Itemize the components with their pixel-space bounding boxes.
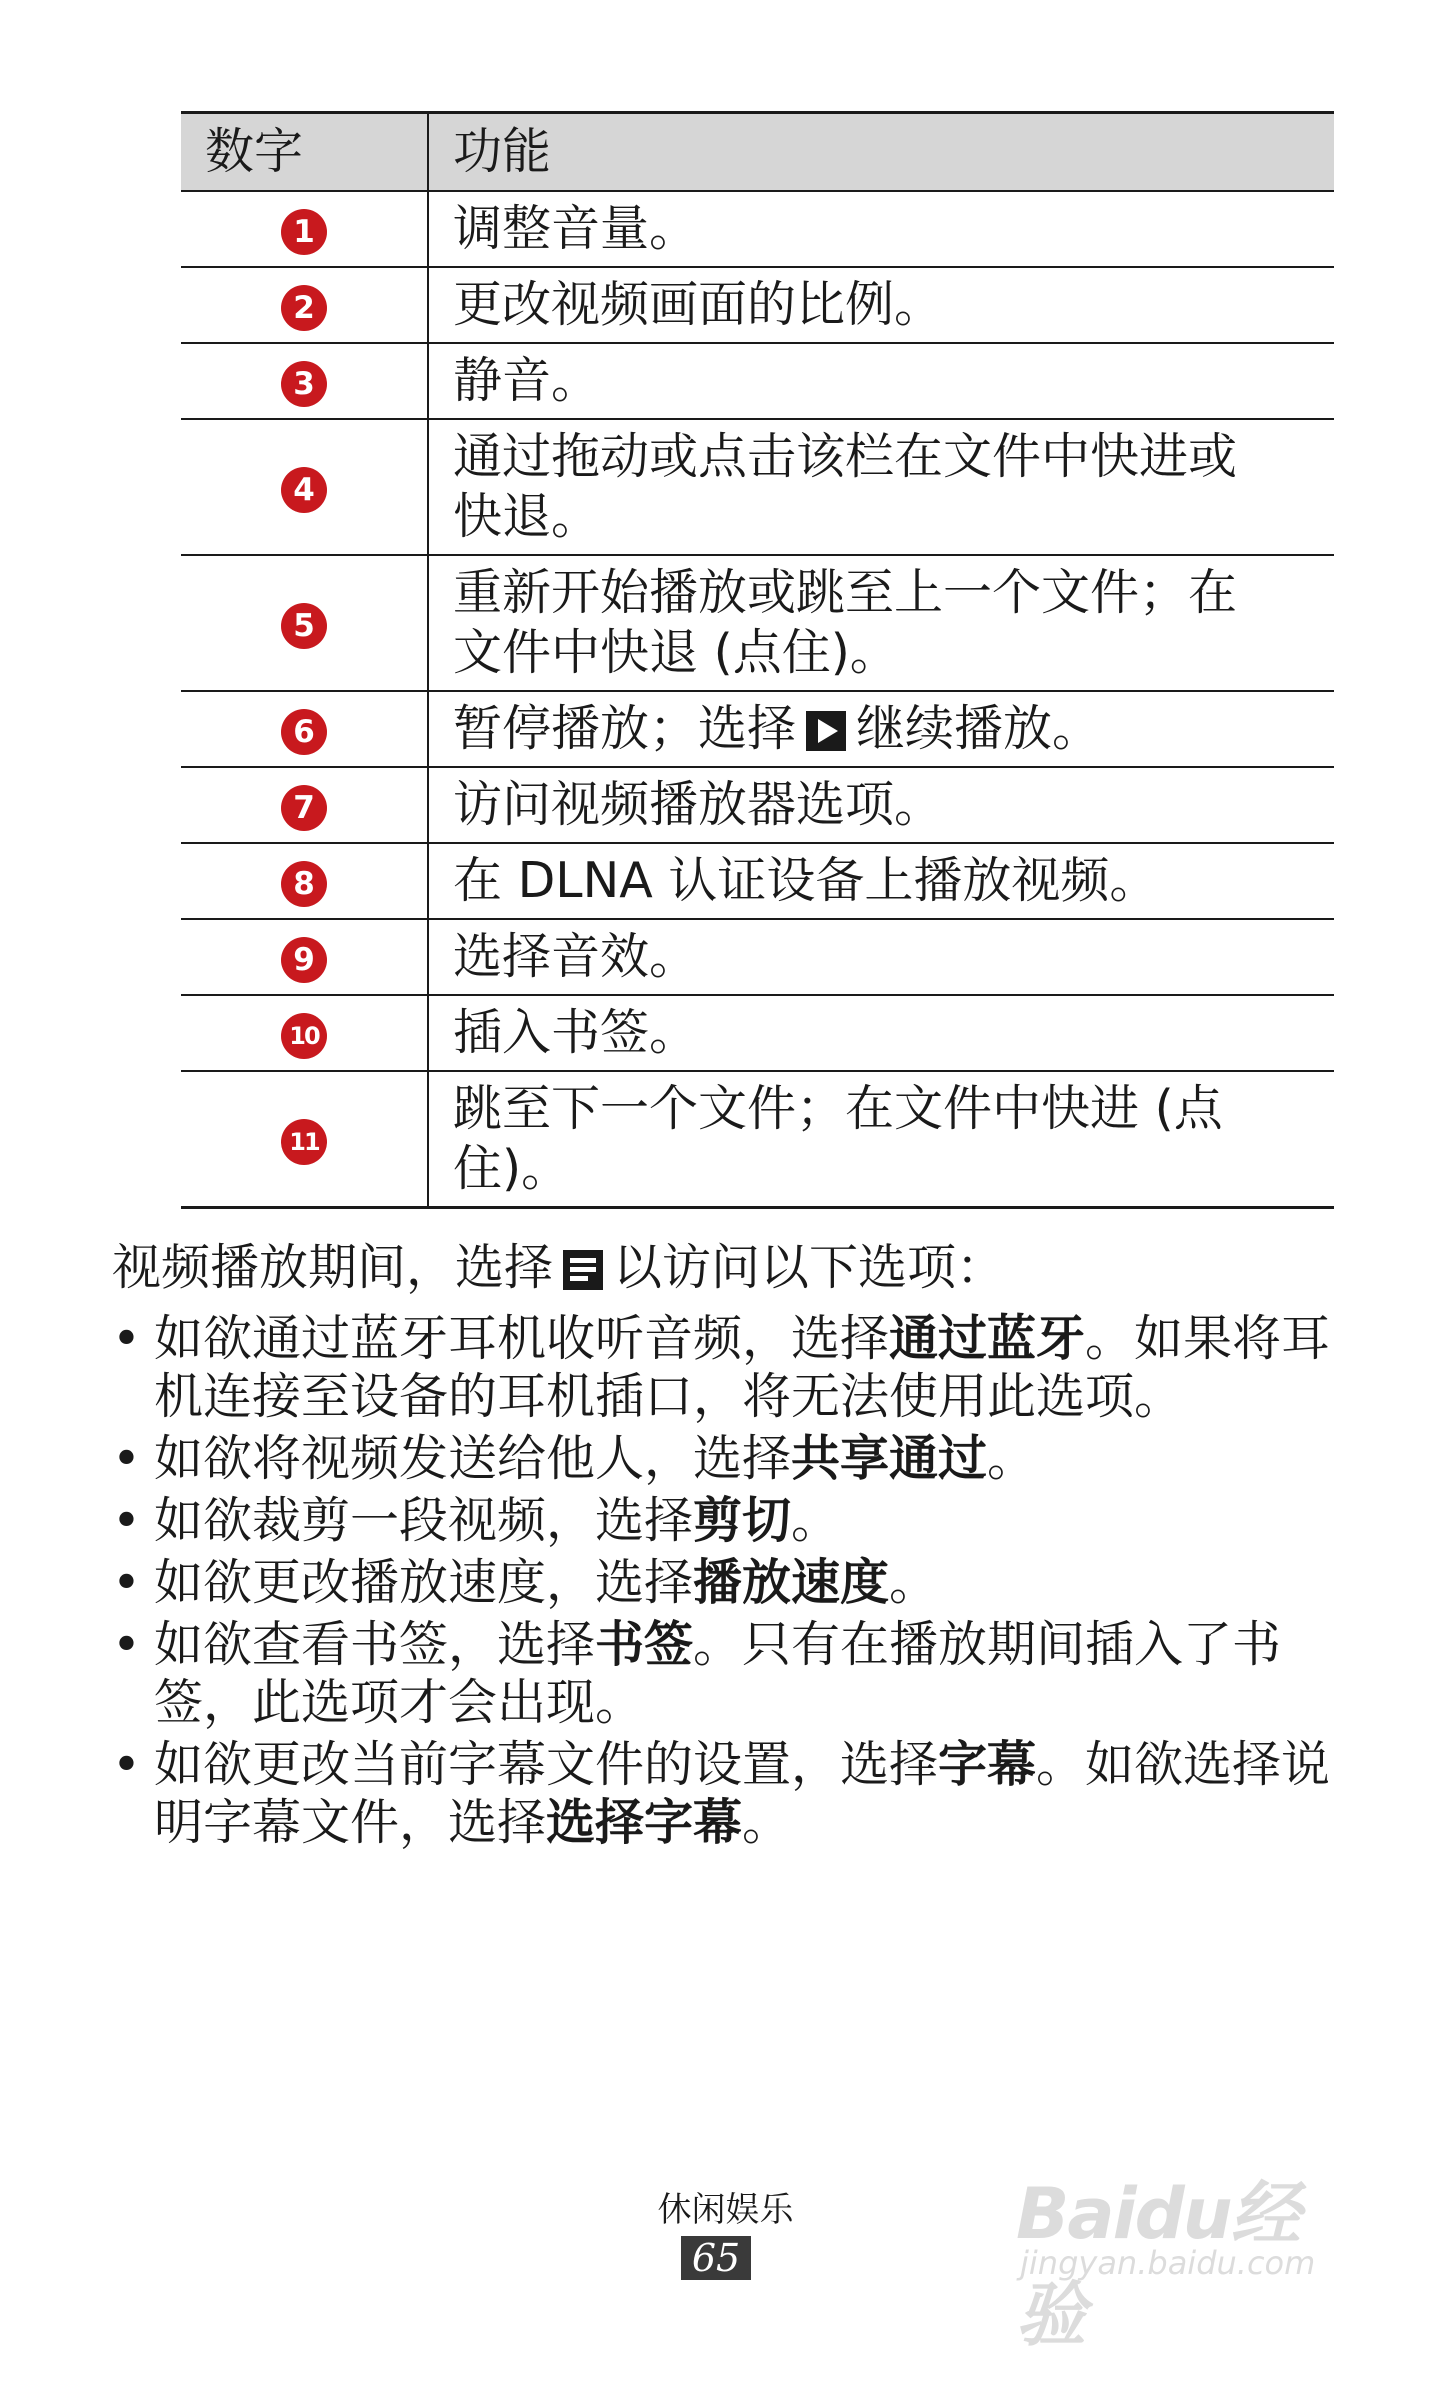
table-row <box>181 191 1334 267</box>
number-badge-10: 10 <box>281 1013 327 1059</box>
number-badge-1: 1 <box>281 209 327 255</box>
number-badge-6: 6 <box>281 709 327 755</box>
table-row <box>181 343 1334 419</box>
option-name: 通过蓝牙 <box>889 1310 1086 1367</box>
table-row <box>181 691 1334 767</box>
bullet: • <box>112 1616 141 1673</box>
table-row <box>181 419 1334 555</box>
section-title: 休闲娱乐 <box>657 2190 794 2230</box>
list-item: • 如欲更改当前字幕文件的设置，选择字幕。如欲选择说明字幕文件，选择选择字幕。 <box>112 1736 1331 1851</box>
play-icon <box>806 711 846 751</box>
number-badge-8: 8 <box>281 861 327 907</box>
option-name: 字幕 <box>938 1736 1037 1793</box>
list-item: • 如欲将视频发送给他人，选择共享通过。 <box>112 1430 1037 1487</box>
list-item: • 如欲通过蓝牙耳机收听音频，选择通过蓝牙。如果将耳机连接至设备的耳机插口，将无法使用此选项。 <box>112 1310 1331 1425</box>
bullet: • <box>112 1736 141 1793</box>
watermark-logo: Baidu经验 <box>1016 2173 1299 2356</box>
table-row <box>181 1071 1334 1208</box>
function-text-line: 快退。 <box>453 488 601 545</box>
function-text-line: 重新开始播放或跳至上一个文件；在 <box>453 564 1238 621</box>
function-text: 调整音量。 <box>428 191 1334 267</box>
function-text-line: 文件中快退 (点住)。 <box>453 624 899 681</box>
function-text <box>428 1071 1334 1208</box>
intro-text: 视频播放期间，选择 <box>112 1239 554 1296</box>
function-text-part: 继续播放。 <box>856 700 1102 757</box>
watermark-url: jingyan.baidu.com <box>1020 2244 1316 2282</box>
number-badge-7: 7 <box>281 785 327 831</box>
number-badge-9: 9 <box>281 937 327 983</box>
number-badge-11: 11 <box>281 1119 327 1165</box>
number-badge-4: 4 <box>281 467 327 513</box>
table-header-row <box>181 113 1334 192</box>
function-text-part: 暂停播放；选择 <box>453 700 797 757</box>
function-text: 访问视频播放器选项。 <box>428 767 1334 843</box>
function-table <box>181 111 1334 1209</box>
table-row <box>181 995 1334 1071</box>
bullet: • <box>112 1554 141 1611</box>
options-list <box>112 1310 1342 1856</box>
option-name: 选择字幕 <box>546 1794 743 1851</box>
table-row <box>181 843 1334 919</box>
function-text-line: 跳至下一个文件；在文件中快进 (点 <box>453 1080 1223 1137</box>
baidu-watermark <box>1010 2140 1350 2356</box>
option-name: 剪切 <box>693 1492 792 1549</box>
list-item: • 如欲查看书签，选择书签。只有在播放期间插入了书签，此选项才会出现。 <box>112 1616 1282 1731</box>
bullet: • <box>112 1430 141 1487</box>
function-text-line: 住)。 <box>453 1140 571 1197</box>
number-badge-5: 5 <box>281 603 327 649</box>
header-number: 数字 <box>181 113 428 192</box>
header-function: 功能 <box>428 113 1334 192</box>
options-intro <box>112 1238 1342 1298</box>
function-text: 插入书签。 <box>428 995 1334 1071</box>
list-item: • 如欲更改播放速度，选择播放速度。 <box>112 1554 939 1611</box>
function-text-line: 通过拖动或点击该栏在文件中快进或 <box>453 428 1238 485</box>
intro-text: 以访问以下选项： <box>613 1239 1006 1296</box>
number-badge-2: 2 <box>281 285 327 331</box>
function-text: 更改视频画面的比例。 <box>428 267 1334 343</box>
table-row <box>181 919 1334 995</box>
table-row <box>181 767 1334 843</box>
table-row <box>181 267 1334 343</box>
option-name: 共享通过 <box>791 1430 988 1487</box>
menu-icon <box>563 1250 603 1290</box>
table-row <box>181 555 1334 691</box>
option-name: 播放速度 <box>693 1554 890 1611</box>
bullet: • <box>112 1492 141 1549</box>
function-text <box>428 419 1334 555</box>
function-text: 静音。 <box>428 343 1334 419</box>
function-text <box>428 691 1334 767</box>
function-text <box>428 555 1334 691</box>
page-number: 65 <box>681 2236 751 2280</box>
list-item: • 如欲裁剪一段视频，选择剪切。 <box>112 1492 841 1549</box>
function-text: 选择音效。 <box>428 919 1334 995</box>
option-name: 书签 <box>595 1616 694 1673</box>
number-badge-3: 3 <box>281 361 327 407</box>
bullet: • <box>112 1310 141 1367</box>
function-text: 在 DLNA 认证设备上播放视频。 <box>428 843 1334 919</box>
